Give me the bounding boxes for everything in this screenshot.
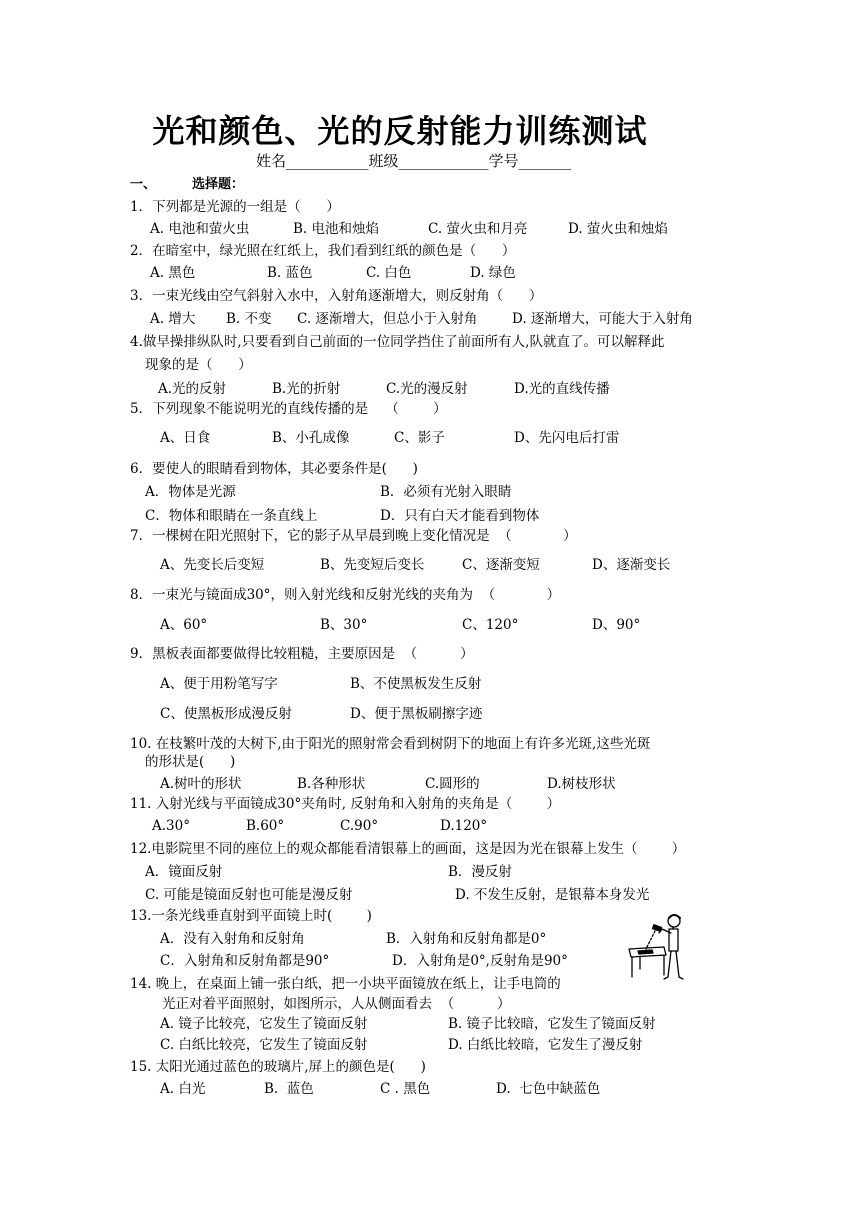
question-6-option-d: D．只有白天才能看到物体 [380, 508, 540, 524]
question-4-stem-cont: 现象的是（ ） [145, 357, 252, 373]
question-7-option-a: A、先变长后变短 [160, 557, 265, 573]
question-9-option-b: B、不使黑板发生反射 [350, 676, 482, 692]
question-9-option-a: A、便于用粉笔写字 [160, 676, 278, 692]
question-5-option-c: C、影子 [394, 430, 445, 446]
question-2-option-b: B. 蓝色 [267, 265, 313, 281]
question-14-stem-cont: 光正对着平面照射，如图所示，人从侧面看去 （ ） [162, 996, 511, 1012]
question-15-stem: 15. 太阳光通过蓝色的玻璃片,屏上的颜色是( ) [130, 1059, 426, 1075]
question-10-option-d: D.树枝形状 [547, 776, 616, 792]
question-3-option-d: D. 逐渐增大，可能大于入射角 [512, 311, 693, 327]
question-13-stem: 13.一条光线垂直射到平面镜上时( ) [130, 908, 372, 924]
question-8-option-b: B、30° [320, 617, 368, 633]
question-1-option-a: A. 电池和萤火虫 [150, 221, 250, 237]
question-11-option-a: A.30° [152, 818, 190, 834]
question-2-option-a: A. 黑色 [150, 265, 196, 281]
question-11-stem: 11. 入射光线与平面镜成30°夹角时, 反射角和入射角的夹角是（ ） [130, 796, 561, 812]
question-4-option-c: C.光的漫反射 [386, 381, 468, 397]
question-14-stem: 14. 晚上，在桌面上铺一张白纸，把一小块平面镜放在纸上，让手电筒的 [130, 976, 561, 992]
question-9-option-c: C、使黑板形成漫反射 [160, 706, 292, 722]
question-12-option-b: B．漫反射 [448, 864, 512, 880]
question-10-stem-cont: 的形状是( ) [145, 754, 236, 770]
section-number: 一、 [130, 177, 157, 192]
question-15-option-a: A. 白光 [160, 1081, 206, 1097]
question-7-option-b: B、先变短后变长 [320, 557, 425, 573]
question-5-option-a: A、日食 [160, 430, 211, 446]
question-3-stem: 3．一束光线由空气斜射入水中，入射角逐渐增大，则反射角（ ） [130, 288, 543, 304]
question-12-stem: 12.电影院里不同的座位上的观众都能看清银幕上的画面，这是因为光在银幕上发生（ ） [130, 841, 686, 857]
question-10-option-a: A.树叶的形状 [160, 776, 242, 792]
question-4-option-d: D.光的直线传播 [514, 381, 610, 397]
question-10-stem: 10. 在枝繁叶茂的大树下,由于阳光的照射常会看到树阴下的地面上有许多光斑,这些光斑 [130, 736, 651, 752]
question-6-option-b: B．必须有光射入眼睛 [380, 484, 512, 500]
question-14-option-a: A. 镜子比较亮，它发生了镜面反射 [160, 1016, 368, 1032]
question-15-option-d: D. 七色中缺蓝色 [496, 1081, 601, 1097]
question-7-option-d: D、逐渐变长 [592, 557, 671, 573]
question-8-stem: 8．一束光与镜面成30°，则入射光线和反射光线的夹角为 （ ） [130, 587, 561, 603]
question-7-stem: 7．一棵树在阳光照射下，它的影子从早晨到晚上变化情况是 （ ） [130, 528, 577, 544]
question-12-option-c: C. 可能是镜面反射也可能是漫反射 [145, 887, 353, 903]
question-3-option-a: A. 增大 [150, 311, 196, 327]
question-6-stem: 6．要使人的眼睛看到物体，其必要条件是( ) [130, 461, 418, 477]
question-8-option-d: D、90° [592, 617, 641, 633]
flashlight-mirror-figure [626, 911, 688, 983]
question-14-option-b: B. 镜子比较暗，它发生了镜面反射 [448, 1016, 656, 1032]
question-5-stem: 5．下列现象不能说明光的直线传播的是 （ ） [130, 401, 447, 417]
question-11-option-c: C.90° [340, 818, 379, 834]
question-6-option-c: C．物体和眼睛在一条直线上 [145, 508, 318, 524]
question-9-stem: 9．黑板表面都要做得比较粗糙，主要原因是 （ ） [130, 646, 474, 662]
question-4-option-b: B.光的折射 [272, 381, 341, 397]
question-12-option-a: A．镜面反射 [145, 864, 223, 880]
question-13-option-b: B．入射角和反射角都是0° [386, 931, 547, 947]
question-4-option-a: A.光的反射 [158, 381, 227, 397]
question-11-option-d: D.120° [440, 818, 488, 834]
question-2-option-c: C. 白色 [366, 265, 412, 281]
student-info-line: 姓名___________班级____________学号_______ [256, 152, 572, 170]
question-1-option-b: B. 电池和烛焰 [293, 221, 380, 237]
question-14-option-c: C. 白纸比较亮，它发生了镜面反射 [160, 1037, 368, 1053]
question-11-option-b: B.60° [246, 818, 285, 834]
question-15-option-b: B. 蓝色 [264, 1081, 314, 1097]
question-13-option-c: C．入射角和反射角都是90° [160, 953, 330, 969]
question-8-option-a: A、60° [160, 617, 208, 633]
question-10-option-c: C.圆形的 [425, 776, 480, 792]
question-6-option-a: A．物体是光源 [145, 484, 236, 500]
question-1-option-c: C. 萤火虫和月亮 [428, 221, 528, 237]
question-2-stem: 2．在暗室中，绿光照在红纸上，我们看到红纸的颜色是（ ） [130, 243, 516, 259]
question-12-option-d: D. 不发生反射，是银幕本身发光 [455, 887, 650, 903]
question-15-option-c: C . 黑色 [380, 1081, 431, 1097]
question-5-option-d: D、先闪电后打雷 [514, 430, 620, 446]
document-title: 光和颜色、光的反射能力训练测试 [152, 112, 648, 150]
question-8-option-c: C、120° [462, 617, 519, 633]
question-7-option-c: C、逐渐变短 [462, 557, 540, 573]
question-10-option-b: B.各种形状 [297, 776, 366, 792]
question-13-option-a: A．没有入射角和反射角 [160, 931, 305, 947]
question-5-option-b: B、小孔成像 [272, 430, 350, 446]
question-9-option-d: D、便于黑板刷擦字迹 [350, 706, 483, 722]
question-1-option-d: D. 萤火虫和烛焰 [568, 221, 668, 237]
question-4-stem: 4.做早操排纵队时,只要看到自己前面的一位同学挡住了前面所有人,队就直了。可以解释此 [130, 334, 665, 350]
question-13-option-d: D．入射角是0°,反射角是90° [392, 953, 568, 969]
question-3-option-b: B. 不变 [226, 311, 272, 327]
question-14-option-d: D. 白纸比较暗，它发生了漫反射 [448, 1037, 643, 1053]
question-1-stem: 1．下列都是光源的一组是（ ） [130, 199, 340, 215]
section-title: 选择题： [192, 177, 245, 192]
question-3-option-c: C. 逐渐增大，但总小于入射角 [297, 311, 478, 327]
question-2-option-d: D. 绿色 [470, 265, 516, 281]
